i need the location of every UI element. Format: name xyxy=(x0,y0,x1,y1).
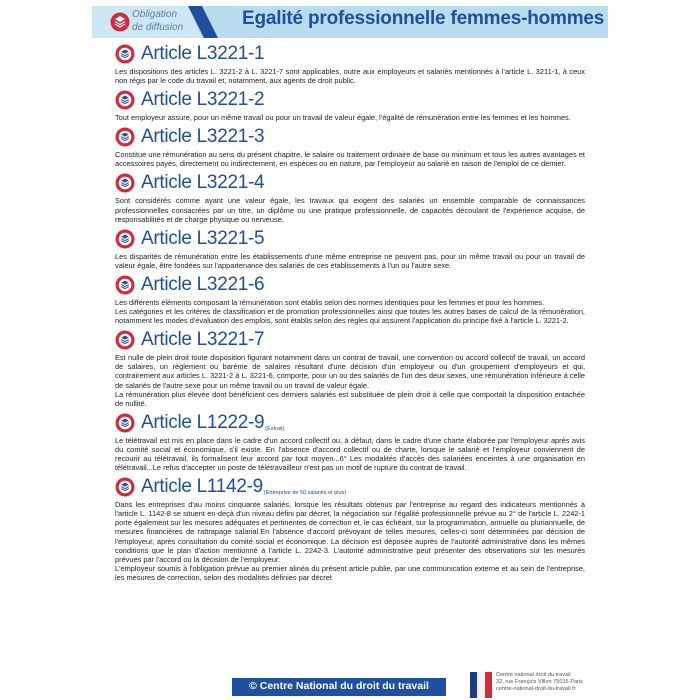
article-header xyxy=(115,125,585,147)
article-paragraph: Dans les entreprises d'au moins cinquante salariés, lorsque les résultats obtenus par l'entreprise au regard des indicateurs mentionnés à l'article L. 1142-8 se situent en-deçà d'un niveau défini par décret, la négociation sur l'égalité professionnelle prévue au 2° de l'article L. 2242-1 porte également sur les mesures adéquates et pertinentes de correction et, le cas échéant, sur la programmation, annuelle ou pluriannuelle, de mesures financières de rattrapage salarial.En l'absence d'accord prévoyant de telles mesures, celles-ci sont déterminées par décision de l'employeur, après consultation du comité social et économique. La décision est déposée auprès de l'autorité administrative dans les mêmes conditions que le plan d'action mentionné à l'article L. 2242-3. L'autorité administrative peut présenter des observations sur les mesures prévues par l'accord ou la décision de l'employeur. xyxy=(115,500,585,564)
article-section xyxy=(115,171,585,223)
article-header xyxy=(115,88,585,110)
article-title: Article L1222-9 xyxy=(141,411,265,433)
article-paragraph: Le télétravail est mis en place dans le cadre d'un accord collectif ou, à défaut, dans le cadre d'une charte élaborée par l'employeur après avis du comité social et économique, s'il existe. En l'absence d'accord collectif ou de charte, lorsque le salarié et l'employeur conviennent de recourir au télétravail, ils formalisent leur accord par tout moyen...6° Les modalités d'accès des salariées enceintes à une organisation en télétravail...Le refus d'accepter un poste de télétravailleur n'est pas un motif de rupture du contrat de travail. xyxy=(115,435,585,473)
article-title: Article L1142-9 xyxy=(141,476,263,498)
article-paragraph: Est nulle de plein droit toute disposition figurant notamment dans un contrat de travail, une convention ou accord collectif de travail, un accord de salaires, un règlement ou barème de salaires résultant d'une décision d'un employeur ou d'un groupement d'employeurs et qui, contrairement aux articles L. 3221-2 à L. 3221-6, comporte, pour un ou des salariés de l'un des deux sexes, une rémunération inférieure à celle de salariés de l'autre sexe pour un même travail ou un travail de valeur égale. xyxy=(115,353,585,390)
copyright-text: © Centre National du droit du travail xyxy=(249,680,429,692)
article-header xyxy=(115,227,585,249)
article-paragraph: L'employeur soumis à l'obligation prévue au premier alinéa du présent article publie, par une communication externe et au sein de l'entreprise, les mesures de correction, selon des modalités définies par décret xyxy=(115,563,585,582)
layers-icon xyxy=(115,90,135,110)
header-badge-label xyxy=(132,8,183,34)
article-section xyxy=(115,125,585,168)
logo-line-1: Centre national droit du travail xyxy=(496,672,571,678)
article-body xyxy=(115,298,585,325)
article-section xyxy=(115,411,585,472)
organization-logo xyxy=(470,672,600,698)
article-header xyxy=(115,328,585,350)
page-header xyxy=(92,6,608,38)
article-body xyxy=(115,436,585,472)
footer-band xyxy=(232,678,446,696)
article-header xyxy=(115,273,585,295)
logo-line-3: centre-national-droit-du-travail.fr xyxy=(496,686,576,692)
article-title: Article L3221-6 xyxy=(141,273,265,295)
article-note: (Entreprise de 50 salariés et plus) xyxy=(263,490,347,497)
article-paragraph: Constitue une rémunération au sens du présent chapitre, le salaire ou traitement ordinaire de base ou minimum et tous les autres avantages et accessoires payés, directement ou indirectement, en espèces ou en nature, par l'employeur au salarié en raison de l'emploi de ce dernier. xyxy=(115,150,585,169)
article-title: Article L3221-3 xyxy=(141,126,265,148)
article-paragraph: La rémunération plus élevée dont bénéficient ces derniers salariés est substituée de plein droit à celle que comportait la disposition entachée de nullité. xyxy=(115,389,585,408)
article-body xyxy=(115,67,585,85)
layers-icon xyxy=(115,44,135,64)
layers-icon xyxy=(115,173,135,193)
article-section xyxy=(115,42,585,85)
layers-icon xyxy=(115,330,135,350)
article-section xyxy=(115,273,585,325)
layers-icon xyxy=(115,229,135,249)
article-paragraph: Les catégories et les critères de classification et de promotion professionnelles ainsi que toutes les autres bases de calcul de la rémunération, notamment les modes d'évaluation des emplois, sont établis selon des règles qui assurent l'application du principe fixé à l'article L. 3221-2. xyxy=(115,307,585,326)
articles-list xyxy=(115,40,585,585)
article-body xyxy=(115,500,585,582)
article-section xyxy=(115,227,585,270)
article-title: Article L3221-4 xyxy=(141,172,265,194)
article-title: Article L3221-1 xyxy=(141,43,265,64)
article-header xyxy=(115,411,585,433)
badge-line-1: Obligation xyxy=(132,9,178,20)
article-paragraph: Les dispositions des articles L. 3221-2 à L. 3221-7 sont applicables, outre aux employeurs et salariés mentionnés à l'article L. 3211-1, à ceux non régis par le code du travail et, notamment, aux agents de droit public. xyxy=(115,67,585,86)
article-body xyxy=(115,252,585,270)
article-section xyxy=(115,475,585,582)
layers-icon xyxy=(115,413,135,433)
flag-icon xyxy=(470,672,492,698)
article-body xyxy=(115,113,585,122)
article-title: Article L3221-2 xyxy=(141,89,265,111)
article-header xyxy=(115,171,585,193)
logo-text xyxy=(496,672,583,693)
logo-line-2: 32, rue François Villon 75015 Paris xyxy=(496,679,583,685)
article-header xyxy=(115,475,585,497)
article-paragraph: Les disparités de rémunération entre les établissements d'une même entreprise ne peuvent pas, pour un même travail ou pour un travail de valeur égale, être fondées sur l'appartenance des salariés de ces établissements à l'un ou l'autre sexe. xyxy=(115,251,585,270)
layers-icon xyxy=(110,12,130,32)
page-title: Egalité professionnelle femmes-hommes xyxy=(242,8,605,29)
article-paragraph: Tout employeur assure, pour un même travail ou pour un travail de valeur égale, l'égalité de rémunération entre les femmes et les hommes. xyxy=(115,113,571,123)
article-title: Article L3221-5 xyxy=(141,227,265,249)
article-paragraph: Sont considérés comme ayant une valeur égale, les travaux qui exigent des salariés un ensemble comparable de connaissances professionnelles consacrées par un titre, un diplôme ou une pratique professionnelle, de capacités découlant de l'expérience acquise, de responsabilités et de charge physique ou nerveuse. xyxy=(115,196,585,224)
article-body xyxy=(115,353,585,408)
article-body xyxy=(115,150,585,168)
layers-icon xyxy=(115,275,135,295)
layers-icon xyxy=(115,477,135,497)
article-title: Article L3221-7 xyxy=(141,329,265,351)
layers-icon xyxy=(115,127,135,147)
article-section xyxy=(115,328,585,408)
article-body xyxy=(115,196,585,223)
article-section xyxy=(115,88,585,122)
article-paragraph: Les différents éléments composant la rémunération sont établis selon des normes identiques pour les femmes et pour les hommes. xyxy=(115,297,545,307)
article-header xyxy=(115,42,585,64)
badge-line-2: de diffusion xyxy=(132,22,184,33)
article-note: (Extrait) xyxy=(265,425,285,432)
